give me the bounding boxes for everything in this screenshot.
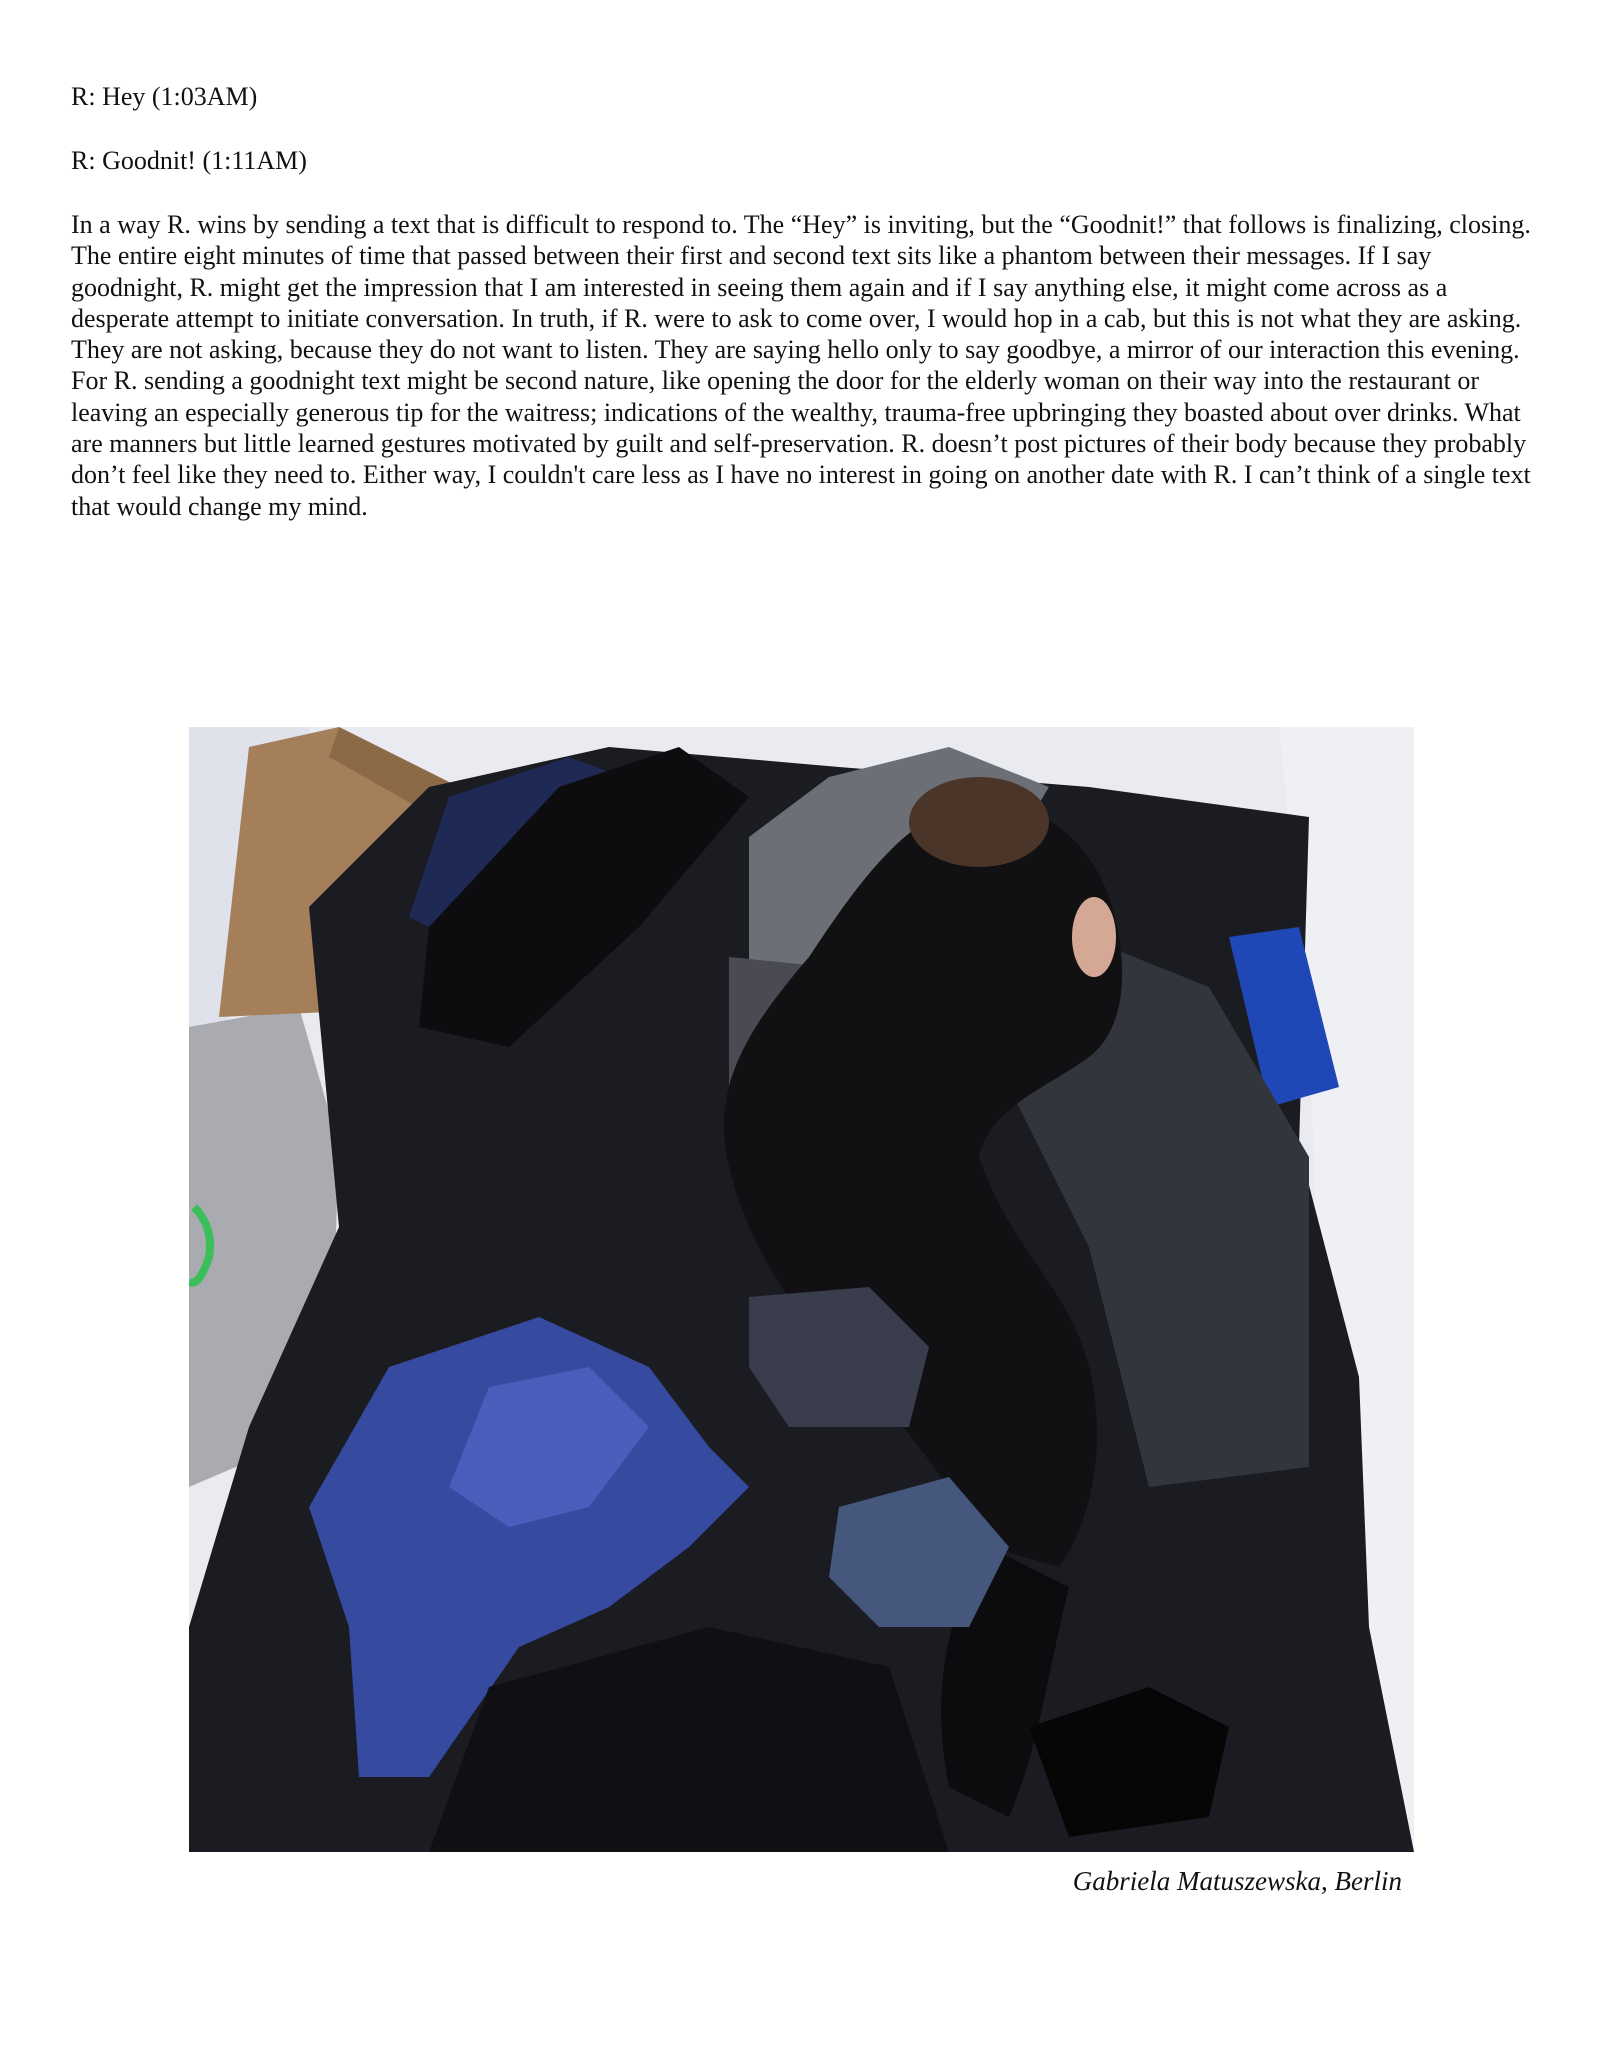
text-message-hey: R: Hey (1:03AM) — [71, 82, 258, 111]
person-hand — [1072, 897, 1116, 977]
photo-caption: Gabriela Matuszewska, Berlin — [1072, 1866, 1402, 1896]
essay-paragraph: In a way R. wins by sending a text that is difficult to respond to. The “Hey” is inviting, but the “Goodnit!” that follows is finalizing, closing. The entire eight minutes of time that passed between their first and second text sits like a phantom between their messages. If I say goodnight, R. might get the impression that I am interested in seeing them again and if I say anything else, it might come across as a desperate attempt to initiate conversation. In truth, if R. were to ask to come over, I would hop in a cab, but this is not what they are asking. They are not asking, because they do not want to listen. They are saying hello only to say goodbye, a mirror of our interaction this evening. For R. sending a goodnight text might be second nature, like opening the door for the elderly woman on their way into the restaurant or leaving an especially generous tip for the waitress; indications of the wealthy, trauma-free upbringing they boasted about over drinks. What are manners but little learned gestures motivated by guilt and self-preservation. R. doesn’t post pictures of their body because they probably don’t feel like they need to. Either way, I couldn't care less as I have no interest in going on another date with R. I can’t think of a single text that would change my mind. — [71, 210, 1531, 521]
photograph-clothes-pile — [189, 727, 1414, 1852]
person-hair — [909, 777, 1049, 867]
photograph-illustration — [189, 727, 1414, 1852]
text-message-goodnit: R: Goodnit! (1:11AM) — [71, 146, 307, 175]
